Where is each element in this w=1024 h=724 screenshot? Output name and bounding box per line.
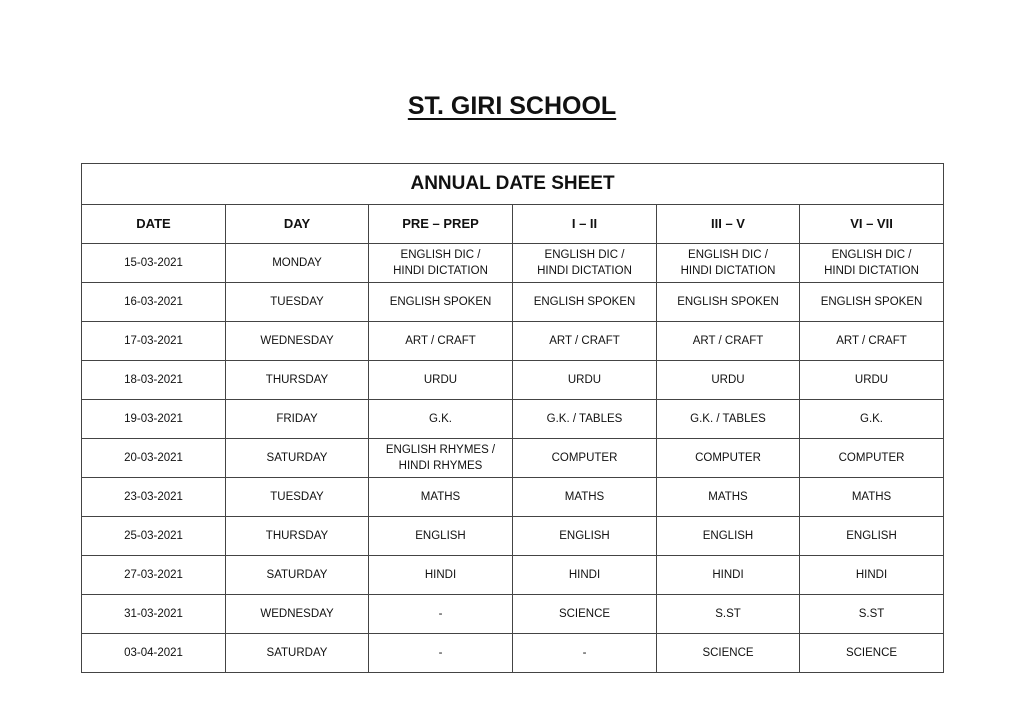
cell-date bbox=[82, 361, 226, 400]
cell-text: 18-03-2021 bbox=[124, 374, 183, 386]
cell-pre-prep bbox=[369, 322, 513, 361]
cell-text: - bbox=[438, 647, 443, 659]
cell-day bbox=[226, 244, 369, 283]
cell-text: - bbox=[438, 608, 443, 620]
sheet-title: ANNUAL DATE SHEET bbox=[82, 164, 944, 205]
cell-text: ENGLISH bbox=[846, 530, 897, 542]
column-header-iii-v: III – V bbox=[657, 205, 800, 244]
cell-iii-v bbox=[657, 244, 800, 283]
cell-vi-vii bbox=[800, 283, 944, 322]
cell-pre-prep bbox=[369, 595, 513, 634]
cell-text: 16-03-2021 bbox=[124, 296, 183, 308]
cell-date bbox=[82, 478, 226, 517]
table-row bbox=[82, 634, 944, 673]
cell-vi-vii bbox=[800, 478, 944, 517]
table-row bbox=[82, 478, 944, 517]
cell-text: COMPUTER bbox=[551, 452, 618, 464]
cell-text: FRIDAY bbox=[276, 413, 318, 425]
cell-text: ART / CRAFT bbox=[549, 335, 620, 347]
cell-text: ART / CRAFT bbox=[836, 335, 907, 347]
cell-text: ENGLISH SPOKEN bbox=[677, 296, 779, 308]
cell-vi-vii bbox=[800, 322, 944, 361]
cell-pre-prep bbox=[369, 400, 513, 439]
cell-text: ENGLISH RHYMES / HINDI RHYMES bbox=[385, 444, 496, 472]
table-row bbox=[82, 244, 944, 283]
cell-text: ART / CRAFT bbox=[692, 335, 764, 347]
cell-date bbox=[82, 517, 226, 556]
cell-text: ENGLISH bbox=[702, 530, 754, 542]
cell-date bbox=[82, 283, 226, 322]
cell-text: ENGLISH DIC / HINDI DICTATION bbox=[537, 249, 632, 277]
cell-vi-vii bbox=[800, 517, 944, 556]
table-row bbox=[82, 517, 944, 556]
cell-text: ART / CRAFT bbox=[405, 335, 476, 347]
cell-text: ENGLISH SPOKEN bbox=[389, 296, 492, 308]
cell-text: SCIENCE bbox=[702, 647, 754, 659]
cell-iii-v bbox=[657, 439, 800, 478]
cell-text: COMPUTER bbox=[695, 452, 761, 464]
cell-day bbox=[226, 400, 369, 439]
cell-pre-prep bbox=[369, 361, 513, 400]
cell-text: HINDI bbox=[424, 569, 457, 581]
date-sheet-table bbox=[81, 163, 944, 673]
cell-text: - bbox=[582, 647, 587, 659]
cell-text: ENGLISH DIC / HINDI DICTATION bbox=[680, 249, 776, 277]
cell-i-ii bbox=[513, 400, 657, 439]
cell-text: 03-04-2021 bbox=[124, 647, 183, 659]
column-header-vi-vii: VI – VII bbox=[800, 205, 944, 244]
cell-i-ii bbox=[513, 595, 657, 634]
column-header-pre-prep: PRE – PREP bbox=[369, 205, 513, 244]
column-header-date: DATE bbox=[82, 205, 226, 244]
cell-text: WEDNESDAY bbox=[260, 335, 334, 347]
cell-text: 15-03-2021 bbox=[124, 257, 183, 269]
cell-text: THURSDAY bbox=[265, 374, 329, 386]
cell-iii-v bbox=[657, 595, 800, 634]
cell-pre-prep bbox=[369, 634, 513, 673]
cell-vi-vii bbox=[800, 595, 944, 634]
cell-pre-prep bbox=[369, 517, 513, 556]
cell-date bbox=[82, 244, 226, 283]
cell-vi-vii bbox=[800, 634, 944, 673]
cell-iii-v bbox=[657, 361, 800, 400]
cell-date bbox=[82, 400, 226, 439]
cell-text: HINDI bbox=[568, 569, 601, 581]
cell-text: ENGLISH bbox=[415, 530, 466, 542]
cell-date bbox=[82, 439, 226, 478]
cell-text: URDU bbox=[423, 374, 458, 386]
cell-text: 31-03-2021 bbox=[124, 608, 183, 620]
cell-i-ii bbox=[513, 439, 657, 478]
cell-text: HINDI bbox=[855, 569, 888, 581]
cell-vi-vii bbox=[800, 361, 944, 400]
cell-day bbox=[226, 595, 369, 634]
cell-iii-v bbox=[657, 283, 800, 322]
cell-date bbox=[82, 322, 226, 361]
cell-text: G.K. / TABLES bbox=[546, 413, 623, 425]
cell-text: G.K. bbox=[428, 413, 452, 425]
cell-day bbox=[226, 634, 369, 673]
table-row bbox=[82, 283, 944, 322]
cell-text: WEDNESDAY bbox=[260, 608, 334, 620]
school-name: ST. GIRI SCHOOL bbox=[407, 92, 617, 120]
cell-text: 27-03-2021 bbox=[124, 569, 183, 581]
cell-text: COMPUTER bbox=[838, 452, 905, 464]
cell-text: MATHS bbox=[851, 491, 892, 503]
cell-text: URDU bbox=[711, 374, 745, 386]
column-header-day: DAY bbox=[226, 205, 369, 244]
cell-i-ii bbox=[513, 322, 657, 361]
column-header-i-ii: I – II bbox=[513, 205, 657, 244]
cell-text: MATHS bbox=[564, 491, 605, 503]
cell-iii-v bbox=[657, 634, 800, 673]
cell-text: MATHS bbox=[420, 491, 461, 503]
cell-day bbox=[226, 517, 369, 556]
cell-text: ENGLISH SPOKEN bbox=[820, 296, 923, 308]
cell-text: TUESDAY bbox=[270, 296, 324, 308]
cell-pre-prep bbox=[369, 478, 513, 517]
table-row bbox=[82, 556, 944, 595]
cell-text: SATURDAY bbox=[266, 569, 328, 581]
cell-i-ii bbox=[513, 244, 657, 283]
cell-i-ii bbox=[513, 478, 657, 517]
table-row bbox=[82, 361, 944, 400]
cell-text: URDU bbox=[567, 374, 602, 386]
cell-text: ENGLISH bbox=[559, 530, 610, 542]
cell-text: URDU bbox=[854, 374, 889, 386]
cell-i-ii bbox=[513, 283, 657, 322]
cell-iii-v bbox=[657, 322, 800, 361]
cell-date bbox=[82, 634, 226, 673]
cell-iii-v bbox=[657, 556, 800, 595]
cell-day bbox=[226, 283, 369, 322]
cell-vi-vii bbox=[800, 439, 944, 478]
cell-day bbox=[226, 439, 369, 478]
sheet-body bbox=[82, 244, 944, 673]
cell-text: ENGLISH DIC / HINDI DICTATION bbox=[393, 249, 488, 277]
cell-day bbox=[226, 322, 369, 361]
cell-text: MONDAY bbox=[272, 257, 322, 269]
cell-text: G.K. bbox=[860, 413, 884, 425]
cell-date bbox=[82, 595, 226, 634]
header-row bbox=[82, 205, 944, 244]
cell-text: THURSDAY bbox=[265, 530, 329, 542]
table-row bbox=[82, 439, 944, 478]
cell-i-ii bbox=[513, 634, 657, 673]
cell-pre-prep bbox=[369, 556, 513, 595]
cell-text: TUESDAY bbox=[270, 491, 324, 503]
cell-i-ii bbox=[513, 517, 657, 556]
cell-iii-v bbox=[657, 517, 800, 556]
cell-day bbox=[226, 556, 369, 595]
table-row bbox=[82, 322, 944, 361]
cell-text: 19-03-2021 bbox=[124, 413, 183, 425]
cell-text: HINDI bbox=[712, 569, 744, 581]
cell-text: 20-03-2021 bbox=[124, 452, 183, 464]
cell-i-ii bbox=[513, 556, 657, 595]
cell-text: SATURDAY bbox=[266, 647, 328, 659]
cell-pre-prep bbox=[369, 283, 513, 322]
cell-vi-vii bbox=[800, 400, 944, 439]
cell-text: ENGLISH DIC / HINDI DICTATION bbox=[824, 249, 919, 277]
cell-text: 25-03-2021 bbox=[124, 530, 183, 542]
cell-vi-vii bbox=[800, 556, 944, 595]
cell-day bbox=[226, 361, 369, 400]
cell-text: ENGLISH SPOKEN bbox=[533, 296, 636, 308]
cell-text: 23-03-2021 bbox=[124, 491, 183, 503]
cell-text: SCIENCE bbox=[558, 608, 611, 620]
school-title bbox=[0, 90, 1024, 122]
table-row bbox=[82, 595, 944, 634]
cell-i-ii bbox=[513, 361, 657, 400]
cell-text: S.ST bbox=[715, 608, 741, 620]
cell-pre-prep bbox=[369, 439, 513, 478]
table-row bbox=[82, 400, 944, 439]
cell-text: SATURDAY bbox=[266, 452, 328, 464]
cell-text: SCIENCE bbox=[845, 647, 898, 659]
cell-pre-prep bbox=[369, 244, 513, 283]
cell-iii-v bbox=[657, 478, 800, 517]
cell-iii-v bbox=[657, 400, 800, 439]
cell-text: S.ST bbox=[858, 608, 885, 620]
cell-day bbox=[226, 478, 369, 517]
cell-vi-vii bbox=[800, 244, 944, 283]
cell-text: 17-03-2021 bbox=[124, 335, 183, 347]
cell-date bbox=[82, 556, 226, 595]
sheet-title-row bbox=[82, 164, 944, 205]
cell-text: G.K. / TABLES bbox=[690, 413, 766, 425]
cell-text: MATHS bbox=[708, 491, 748, 503]
